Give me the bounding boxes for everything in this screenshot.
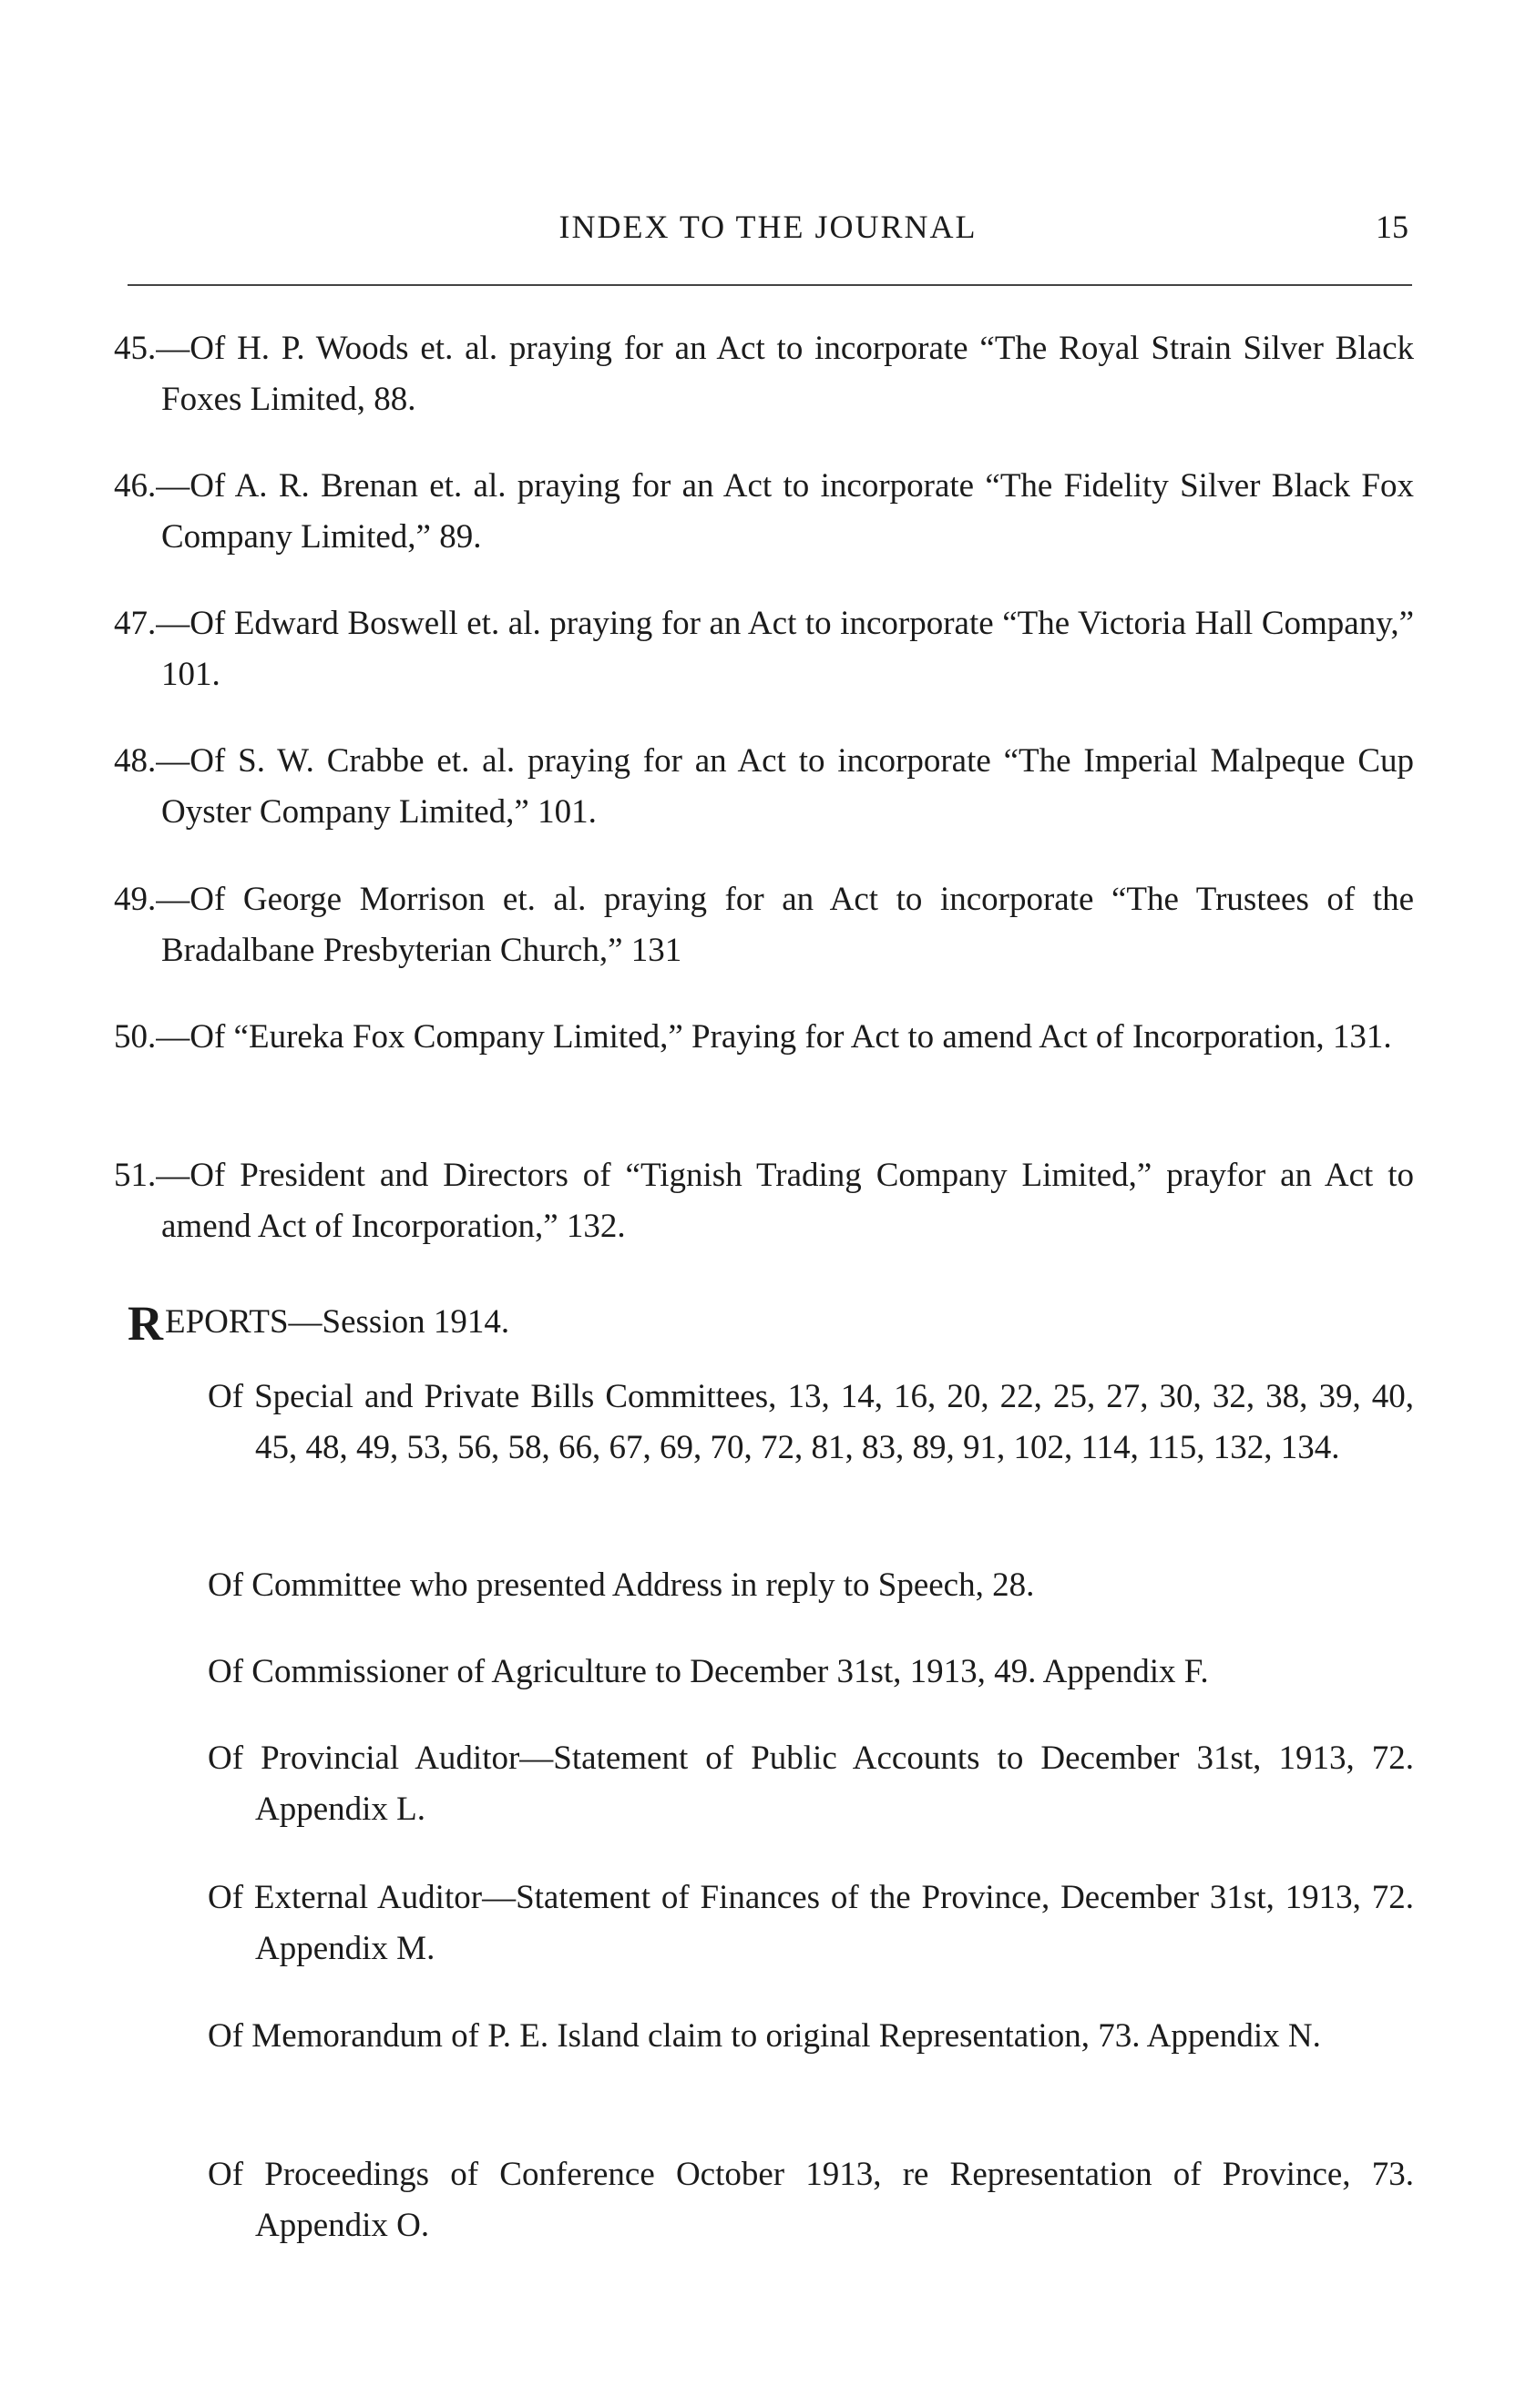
entry-number: 46. [114, 467, 157, 505]
petition-entry [114, 736, 1414, 838]
petition-entry [114, 874, 1414, 976]
entry-text: —Of George Morrison et. al. praying for an Act to incorporate “The Trustees of the Bradalbane Presbyterian Church,” 131 [156, 881, 1414, 969]
entry-text: Of Committee who presented Address in reply to Speech, 28. [208, 1566, 1035, 1604]
petition-entry [114, 323, 1414, 425]
entry-number: 51. [114, 1157, 157, 1194]
entry-number: 47. [114, 605, 157, 642]
entry-text: Of Proceedings of Conference October 1913, re Representation of Province, 73. Appendix O. [208, 2156, 1414, 2244]
entry-number: 45. [114, 330, 157, 367]
report-entry [128, 2011, 1414, 2062]
report-entry [128, 1733, 1414, 1835]
report-entry [128, 1372, 1414, 1474]
entry-text: Of Provincial Auditor—Statement of Public Accounts to December 31st, 1913, 72. Appendix L. [208, 1740, 1414, 1828]
entry-text: Of External Auditor—Statement of Finances of the Province, December 31st, 1913, 72. Appendix M. [208, 1879, 1414, 1967]
entry-number: 48. [114, 742, 157, 780]
petition-entry [114, 1012, 1414, 1063]
petition-entry [114, 1150, 1414, 1252]
petition-entry [114, 598, 1414, 700]
entry-text: —Of S. W. Crabbe et. al. praying for an Act to incorporate “The Imperial Malpeque Cup Oyster Company Limited,” 101. [156, 742, 1414, 831]
running-title: INDEX TO THE JOURNAL [558, 209, 978, 245]
entry-number: 50. [114, 1018, 157, 1056]
report-entry [128, 1647, 1414, 1698]
entry-text: —Of A. R. Brenan et. al. praying for an Act to incorporate “The Fidelity Silver Black Fox Company Limited,” 89. [156, 467, 1414, 556]
entry-text: —Of H. P. Woods et. al. praying for an Act to incorporate “The Royal Strain Silver Black Foxes Limited, 88. [156, 330, 1414, 418]
entry-text: Of Memorandum of P. E. Island claim to original Representation, 73. Appendix N. [208, 2017, 1321, 2055]
report-entry [128, 1872, 1414, 1974]
reports-heading-text: EPORTS—Session 1914. [165, 1303, 510, 1341]
entry-text: Of Commissioner of Agriculture to December 31st, 1913, 49. Appendix F. [208, 1653, 1209, 1690]
reports-heading [128, 1297, 509, 1349]
page-number: 15 [1376, 209, 1408, 245]
header-rule [128, 284, 1412, 286]
entry-number: 49. [114, 881, 157, 918]
drop-initial: R [128, 1296, 163, 1351]
report-entry [128, 2149, 1414, 2251]
entry-text: —Of Edward Boswell et. al. praying for an Act to incorporate “The Victoria Hall Company,” 101. [156, 605, 1414, 693]
page-header [0, 208, 1536, 251]
petition-entry [114, 461, 1414, 563]
entry-text: —Of “Eureka Fox Company Limited,” Praying for Act to amend Act of Incorporation, 131. [156, 1018, 1392, 1056]
report-entry [128, 1560, 1414, 1611]
entry-text: Of Special and Private Bills Committees, 13, 14, 16, 20, 22, 25, 27, 30, 32, 38, 39, 40, 45, 48, 49, 53, 56, 58, 66, 67, 69, 70, 72, 81, 83, 89, 91, 102, 114, 115, 132, 134. [208, 1378, 1414, 1466]
entry-text: —Of President and Directors of “Tignish Trading Company Limited,” prayfor an Act to amend Act of Incorporation,” 132. [156, 1157, 1414, 1245]
